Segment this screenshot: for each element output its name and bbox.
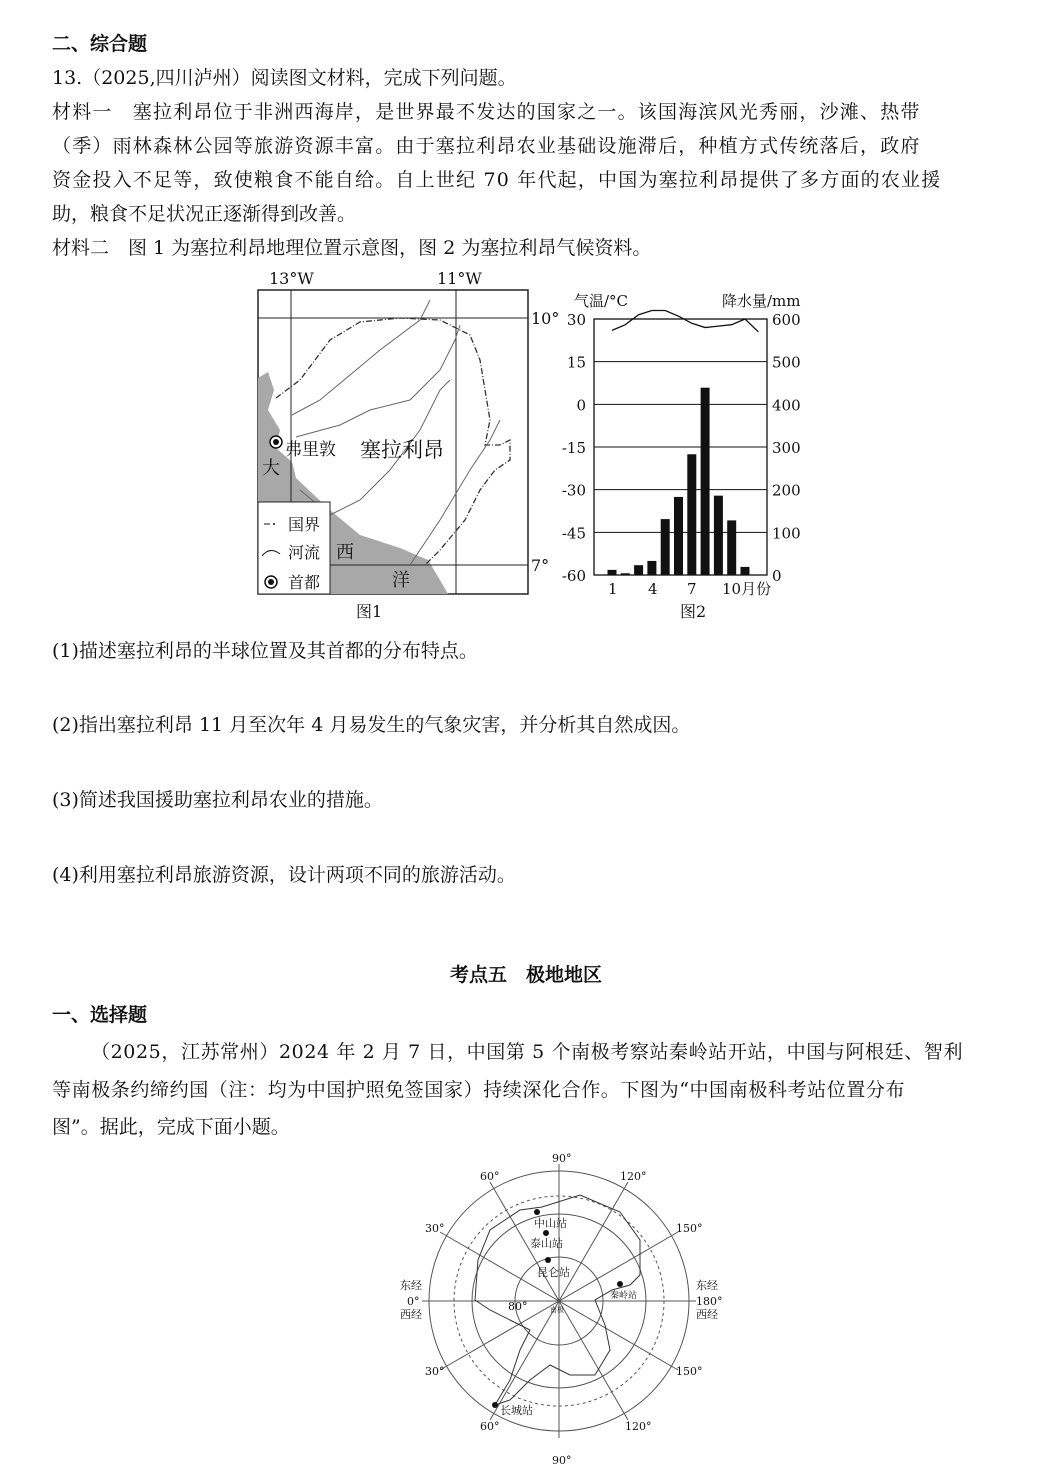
right-tick-label: 300 xyxy=(772,439,801,457)
lon-label: 180° xyxy=(696,1295,723,1308)
precipitation-bar xyxy=(661,519,670,575)
figure-2-climate-chart xyxy=(562,292,801,621)
left-tick-label: -60 xyxy=(561,567,586,585)
antarctic-station-map xyxy=(390,1150,730,1467)
x-tick-label: 10月份 xyxy=(722,580,772,598)
station-label: 长城站 xyxy=(500,1404,533,1417)
paragraph-line: 等南极条约缔约国（注：均为中国护照免签国家）持续深化合作。下图为“中国南极科考站位置分布 xyxy=(52,1079,906,1101)
figure-1-map xyxy=(258,269,559,621)
figure-caption: 图2 xyxy=(680,602,707,621)
legend-label: 河流 xyxy=(288,543,321,562)
lat-label: 80° xyxy=(508,1300,528,1313)
precipitation-bar xyxy=(727,520,736,575)
station-marker xyxy=(492,1402,498,1408)
right-tick-label: 100 xyxy=(772,524,801,543)
lon-label: 西经 xyxy=(400,1308,422,1321)
lon-label: 13°W xyxy=(269,269,314,288)
pole-label: 南极 xyxy=(550,1306,564,1314)
question: (3)简述我国援助塞拉利昂农业的措施。 xyxy=(52,789,383,811)
right-axis-label: 降水量/mm xyxy=(722,292,801,310)
section-heading: 二、综合题 xyxy=(52,33,148,55)
question: (4)利用塞拉利昂旅游资源，设计两项不同的旅游活动。 xyxy=(52,864,516,886)
section-heading: 一、选择题 xyxy=(52,1004,148,1026)
material-2: 材料二 图 1 为塞拉利昂地理位置示意图，图 2 为塞拉利昂气候资料。 xyxy=(52,237,652,259)
right-tick-label: 200 xyxy=(772,481,801,500)
material-1-line: 材料一 塞拉利昂位于非洲西海岸，是世界最不发达的国家之一。该国海滨风光秀丽，沙滩、热带 xyxy=(52,101,921,123)
country-label: 塞拉利昂 xyxy=(360,438,444,462)
station-label: 泰山站 xyxy=(530,1237,563,1250)
question: (1)描述塞拉利昂的半球位置及其首都的分布特点。 xyxy=(52,640,478,662)
lon-label: 30° xyxy=(425,1222,445,1235)
legend-label: 国界 xyxy=(288,515,321,534)
station-marker xyxy=(545,1257,551,1263)
left-tick-label: 15 xyxy=(566,353,586,372)
precipitation-bar xyxy=(674,497,683,575)
lon-label: 30° xyxy=(425,1365,445,1378)
right-tick-label: 400 xyxy=(772,396,801,415)
ocean-char: 西 xyxy=(336,542,354,563)
lon-label: 90° xyxy=(552,1454,572,1467)
lon-label: 西经 xyxy=(696,1308,718,1321)
x-tick-label: 7 xyxy=(687,580,697,598)
material-1-line: 资金投入不足等，致使粮食不能自给。自上世纪 70 年代起，中国为塞拉利昂提供了多方面的农业援 xyxy=(52,169,942,191)
lon-label: 120° xyxy=(620,1170,647,1183)
precipitation-bar xyxy=(634,565,643,575)
left-tick-label: -15 xyxy=(561,439,586,457)
left-tick-label: 30 xyxy=(566,311,586,329)
lon-label: 东经 xyxy=(696,1279,718,1292)
right-tick-label: 0 xyxy=(772,567,782,585)
left-tick-label: -45 xyxy=(561,524,586,543)
question: (2)指出塞拉利昂 11 月至次年 4 月易发生的气象灾害，并分析其自然成因。 xyxy=(52,714,691,736)
lon-label: 60° xyxy=(480,1170,500,1183)
material-1-line: 助，粮食不足状况正逐渐得到改善。 xyxy=(52,203,357,225)
section-title: 考点五 极地地区 xyxy=(450,964,603,986)
precipitation-bar xyxy=(741,567,750,575)
question-intro: 13.（2025,四川泸州）阅读图文材料，完成下列问题。 xyxy=(52,67,517,89)
ocean-char: 大 xyxy=(262,458,280,479)
lon-label: 150° xyxy=(676,1365,703,1378)
precipitation-bar xyxy=(647,561,656,575)
precipitation-bar xyxy=(621,573,630,575)
lon-label: 11°W xyxy=(437,269,482,288)
left-axis-label: 气温/°C xyxy=(574,292,629,310)
lat-label: 10° xyxy=(531,309,560,328)
station-marker xyxy=(543,1230,549,1236)
right-tick-label: 500 xyxy=(772,353,801,372)
x-tick-label: 4 xyxy=(648,580,658,598)
precipitation-bar xyxy=(714,496,723,575)
lon-label: 120° xyxy=(625,1420,652,1433)
station-marker xyxy=(534,1209,540,1215)
paragraph-line: （2025，江苏常州）2024 年 2 月 7 日，中国第 5 个南极考察站秦岭站开站，中国与阿根廷、智利 xyxy=(91,1041,964,1063)
temperature-line xyxy=(612,310,758,331)
precipitation-bar xyxy=(608,570,617,575)
capital-label: 弗里敦 xyxy=(285,440,336,460)
precipitation-bar xyxy=(701,388,710,575)
station-label: 中山站 xyxy=(534,1217,567,1230)
station-label: 秦岭站 xyxy=(610,1291,638,1301)
station-label: 昆仑站 xyxy=(537,1266,570,1279)
figures xyxy=(0,260,1059,630)
lat-label: 7° xyxy=(531,556,550,575)
paragraph-line: 图”。据此，完成下面小题。 xyxy=(52,1116,290,1138)
precipitation-bar xyxy=(687,454,696,575)
figure-caption: 图1 xyxy=(356,602,383,621)
left-tick-label: 0 xyxy=(576,396,586,415)
lon-label: 东经 xyxy=(400,1279,422,1292)
ocean-char: 洋 xyxy=(392,570,410,591)
lon-label: 90° xyxy=(552,1152,572,1165)
right-tick-label: 600 xyxy=(772,311,801,329)
station-marker xyxy=(617,1281,623,1287)
x-tick-label: 1 xyxy=(608,580,618,598)
lon-label: 0° xyxy=(407,1295,420,1308)
lon-label: 150° xyxy=(676,1222,703,1235)
material-1-line: （季）雨林森林公园等旅游资源丰富。由于塞拉利昂农业基础设施滞后，种植方式传统落后，政府 xyxy=(52,135,921,157)
legend-label: 首都 xyxy=(288,573,321,592)
left-tick-label: -30 xyxy=(561,481,586,500)
lon-label: 60° xyxy=(480,1420,500,1433)
